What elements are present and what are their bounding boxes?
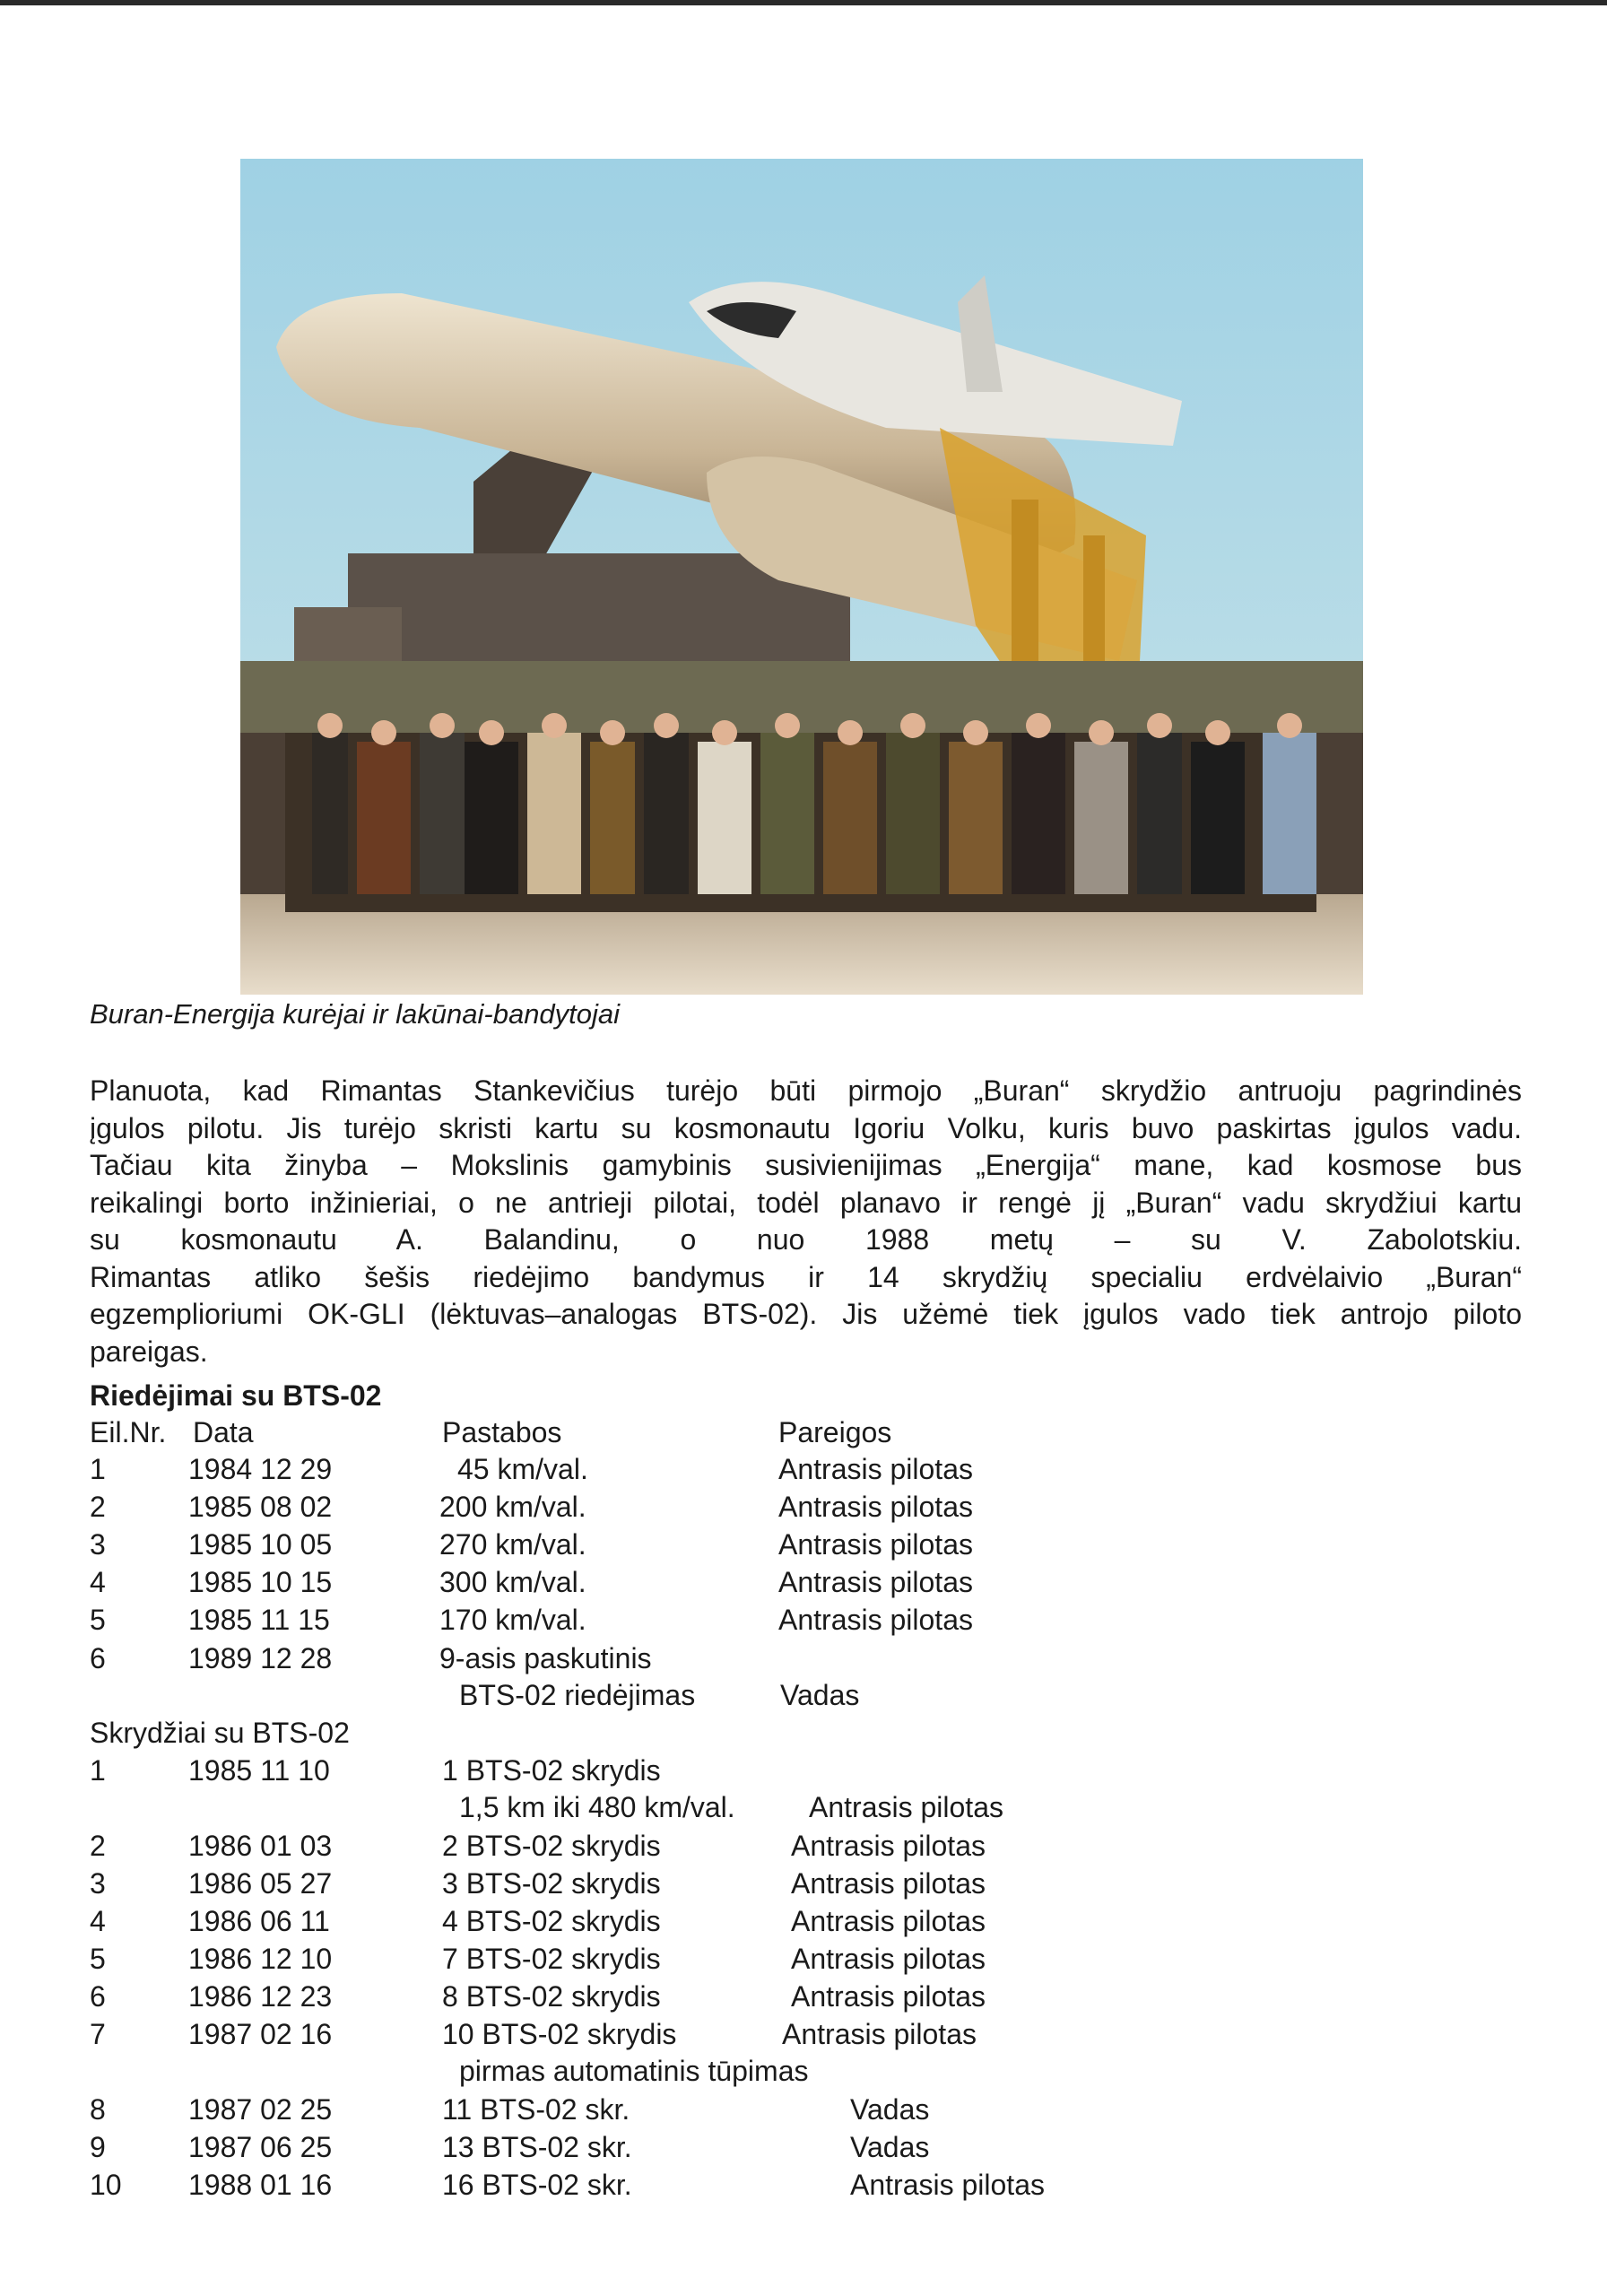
paragraph-line: su kosmonautu A. Balandinu, o nuo 1988 metų – su V. Zabolotskiu. [90,1223,1522,1256]
taxi-row-no: 5 [90,1604,106,1636]
flight-row-role: Antrasis pilotas [791,1943,986,1975]
flight-row-notes: 7 BTS-02 skrydis [442,1943,661,1975]
flight-row-notes: 11 BTS-02 skr. [442,2093,630,2126]
taxi-row-notes-cont: BTS-02 riedėjimas [459,1679,696,1711]
flight-row-date: 1987 02 25 [188,2093,333,2126]
taxi-row-notes: 9-asis paskutinis [439,1642,652,1674]
flight-row-no: 6 [90,1980,106,2013]
flight-row-date: 1986 01 03 [188,1830,333,1862]
flights-title: Skrydžiai su BTS-02 [90,1717,350,1749]
flight-row-notes: 4 BTS-02 skrydis [442,1905,661,1937]
flight-row-no: 3 [90,1867,106,1900]
flight-row-notes: 3 BTS-02 skrydis [442,1867,661,1900]
taxi-row-no: 2 [90,1491,106,1523]
taxi-row-role: Antrasis pilotas [778,1491,973,1523]
flight-row-notes: 2 BTS-02 skrydis [442,1830,661,1862]
taxi-row-role: Antrasis pilotas [778,1528,973,1561]
flight-row-role: Antrasis pilotas [791,1830,986,1862]
flight-row-notes: 10 BTS-02 skrydis [442,2018,677,2050]
taxi-row-notes: 200 km/val. [439,1491,586,1523]
flight-row-date: 1985 11 10 [188,1754,330,1787]
flight-row-date: 1986 12 10 [188,1943,333,1975]
paragraph-line: Rimantas atliko šešis riedėjimo bandymus ir 14 skrydžių specialiu erdvėlaivio „Buran“ [90,1260,1522,1293]
flight-row-no: 5 [90,1943,106,1975]
taxi-row-no: 6 [90,1642,106,1674]
taxi-row-notes: 300 km/val. [439,1566,586,1598]
body-paragraph [90,1073,1522,1370]
taxi-row-no: 4 [90,1566,106,1598]
paragraph-line: įgulos pilotu. Jis turėjo skristi kartu su kosmonautu Igoriu Volku, kuris buvo paskirtas įgulos vadu. [90,1111,1522,1144]
flight-row-role: Antrasis pilotas [791,1980,986,2013]
flight-row-role: Antrasis pilotas [782,2018,977,2050]
taxi-row-date: 1985 10 15 [188,1566,333,1598]
flight-row-role: Vadas [850,2131,930,2163]
flight-row-notes: 16 BTS-02 skr. [442,2169,632,2201]
paragraph-line: egzemplioriumi OK-GLI (lėktuvas–analogas BTS-02). Jis užėmė tiek įgulos vado tiek antrojo piloto [90,1298,1522,1330]
flight-row-date: 1986 05 27 [188,1867,333,1900]
taxi-row-notes: 45 km/val. [457,1453,588,1485]
flight-row-no: 9 [90,2131,106,2163]
flight-row-no: 2 [90,1830,106,1862]
flight-row-date: 1987 02 16 [188,2018,333,2050]
taxi-row-notes: 170 km/val. [439,1604,586,1636]
taxi-row-notes: 270 km/val. [439,1528,586,1561]
taxi-row-date: 1984 12 29 [188,1453,333,1485]
paragraph-line: reikalingi borto inžinieriai, o ne antrieji pilotai, todėl planavo ir rengė jį „Buran“ vadu skrydžiui kartu [90,1186,1522,1219]
header-role: Pareigos [778,1416,892,1448]
flight-row-role: Antrasis pilotas [809,1791,1003,1823]
flight-row-no: 4 [90,1905,106,1937]
flight-row-notes-cont: pirmas automatinis tūpimas [459,2055,809,2087]
taxi-row-role: Antrasis pilotas [778,1453,973,1485]
flight-row-notes: 1 BTS-02 skrydis [442,1754,661,1787]
flight-row-role: Antrasis pilotas [791,1905,986,1937]
flight-row-notes-cont: 1,5 km iki 480 km/val. [459,1791,735,1823]
taxi-row-date: 1985 10 05 [188,1528,333,1561]
flight-row-date: 1986 12 23 [188,1980,333,2013]
taxi-row-role: Antrasis pilotas [778,1566,973,1598]
section-title: Riedėjimai su BTS-02 [90,1379,382,1412]
taxi-row-no: 1 [90,1453,106,1485]
taxi-row-date: 1985 08 02 [188,1491,333,1523]
flight-row-role: Vadas [850,2093,930,2126]
taxi-row-date: 1989 12 28 [188,1642,333,1674]
taxi-row-date: 1985 11 15 [188,1604,330,1636]
flight-row-date: 1986 06 11 [188,1905,330,1937]
paragraph-line: Planuota, kad Rimantas Stankevičius turėjo būti pirmojo „Buran“ skrydžio antruoju pagrindinės [90,1074,1522,1107]
taxi-row-role: Antrasis pilotas [778,1604,973,1636]
taxi-row-role: Vadas [780,1679,860,1711]
header-date: Data [193,1416,254,1448]
photo-illustration [240,159,1363,995]
flight-row-role: Antrasis pilotas [791,1867,986,1900]
flight-row-notes: 8 BTS-02 skrydis [442,1980,661,2013]
flight-row-no: 8 [90,2093,106,2126]
paragraph-line: Tačiau kita žinyba – Mokslinis gamybinis susivienijimas „Energija“ mane, kad kosmose bus [90,1149,1522,1181]
flight-row-no: 7 [90,2018,106,2050]
taxi-row-no: 3 [90,1528,106,1561]
flight-row-date: 1988 01 16 [188,2169,333,2201]
paragraph-line: pareigas. [90,1335,208,1368]
buran-energija-group-photo [240,159,1363,995]
flight-row-role: Antrasis pilotas [850,2169,1045,2201]
header-no: Eil.Nr. [90,1416,167,1448]
flight-row-no: 10 [90,2169,122,2201]
flight-row-notes: 13 BTS-02 skr. [442,2131,632,2163]
photo-caption: Buran-Energija kurėjai ir lakūnai-bandytojai [90,998,621,1030]
flight-row-no: 1 [90,1754,106,1787]
header-notes: Pastabos [442,1416,562,1448]
flight-row-date: 1987 06 25 [188,2131,333,2163]
